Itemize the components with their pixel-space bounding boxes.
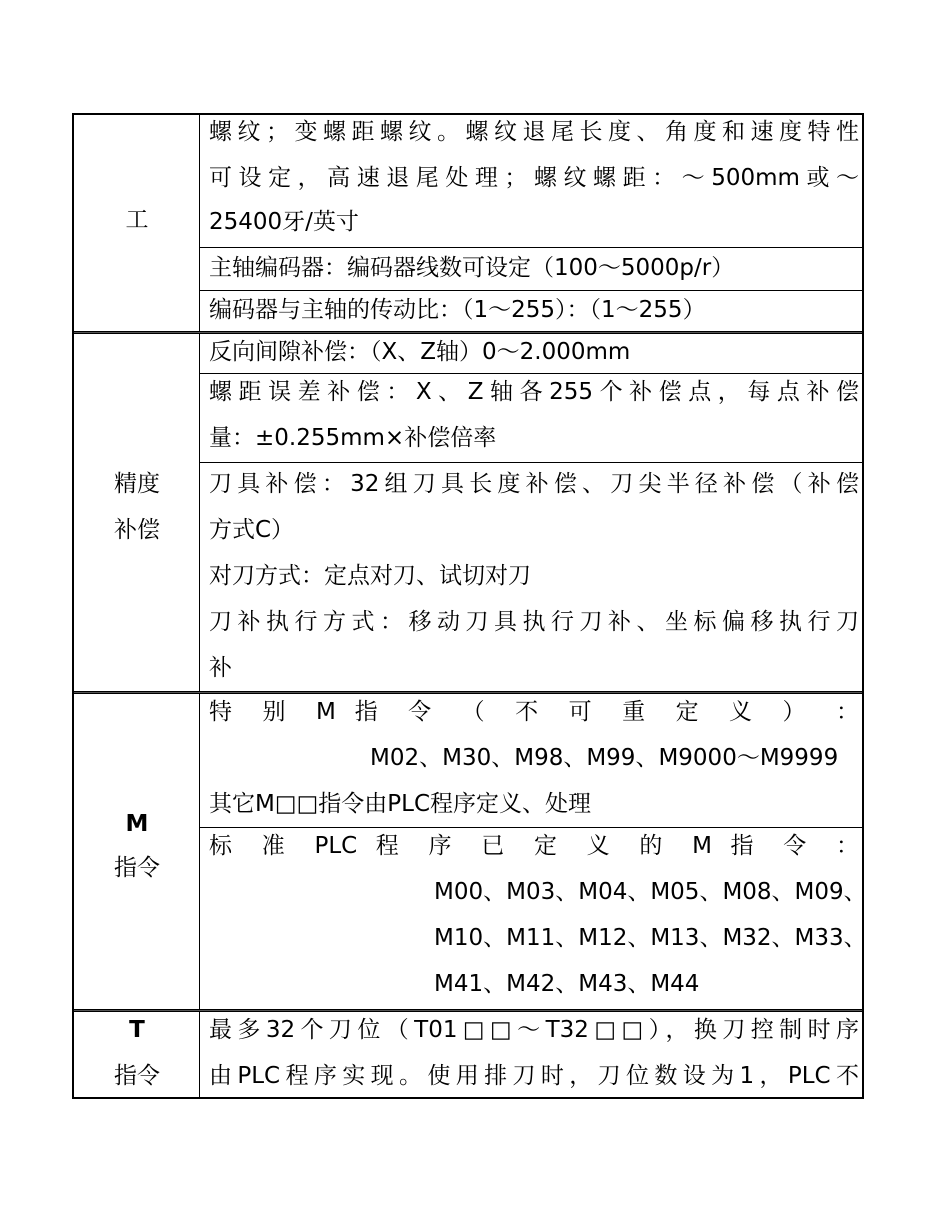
special-m-codes: M02、M30、M98、M99、M9000～M9999	[370, 745, 839, 771]
spec-table	[72, 113, 867, 1099]
thread-spec-line-2: 可设定，高速退尾处理；螺纹螺距：～500mm或～	[209, 165, 859, 191]
tool-comp-spec-line-2: 方式C）	[209, 517, 295, 543]
thread-spec-line-3: 25400牙/英寸	[209, 209, 359, 235]
standard-m-codes-2: M10、M11、M12、M13、M32、M33、	[434, 925, 867, 951]
spindle-encoder-spec: 主轴编码器：编码器线数可设定（100～5000p/r）	[209, 255, 735, 281]
tool-position-spec-line-1: 最多32个刀位（T01□□～T32□□），换刀控制时序	[209, 1017, 859, 1043]
thread-spec-line-1: 螺纹；变螺距螺纹。螺纹退尾长度、角度和速度特性	[209, 119, 859, 145]
pitch-error-spec-line-2: 量：±0.255mm×补偿倍率	[209, 425, 497, 451]
tool-comp-exec-line-1: 刀补执行方式：移动刀具执行刀补、坐标偏移执行刀	[209, 609, 859, 635]
pitch-error-spec-line-1: 螺距误差补偿：X、Z轴各255个补偿点，每点补偿	[209, 379, 859, 405]
section-label-t-command: 指令	[114, 1063, 160, 1089]
standard-m-codes-1: M00、M03、M04、M05、M08、M09、	[434, 879, 867, 905]
section-label-t: T	[129, 1017, 145, 1043]
other-m-codes: 其它M□□指令由PLC程序定义、处理	[209, 791, 592, 817]
section-label-compensation: 补偿	[114, 517, 160, 543]
special-m-heading: 特 别 M 指 令 （ 不 可 重 定 义 ） ：	[209, 699, 859, 725]
backlash-spec: 反向间隙补偿：（X、Z轴）0～2.000mm	[209, 339, 631, 365]
tool-comp-spec-line-1: 刀具补偿：32组刀具长度补偿、刀尖半径补偿（补偿	[209, 471, 859, 497]
tool-position-spec-line-2: 由PLC程序实现。使用排刀时，刀位数设为1，PLC不	[209, 1063, 859, 1089]
section-label-precision: 精度	[114, 471, 160, 497]
section-label-processing: 工	[125, 207, 149, 233]
section-label-m: M	[125, 811, 149, 837]
standard-m-heading: 标 准 PLC 程 序 已 定 义 的 M 指 令 ：	[209, 833, 859, 859]
label-column	[74, 115, 200, 1097]
tool-setting-spec: 对刀方式：定点对刀、试切对刀	[209, 563, 531, 589]
tool-comp-exec-line-2: 补	[209, 655, 232, 681]
standard-m-codes-3: M41、M42、M43、M44	[434, 971, 700, 997]
encoder-ratio-spec: 编码器与主轴的传动比：（1～255）：（1～255）	[209, 297, 706, 323]
section-label-m-command: 指令	[114, 855, 160, 881]
